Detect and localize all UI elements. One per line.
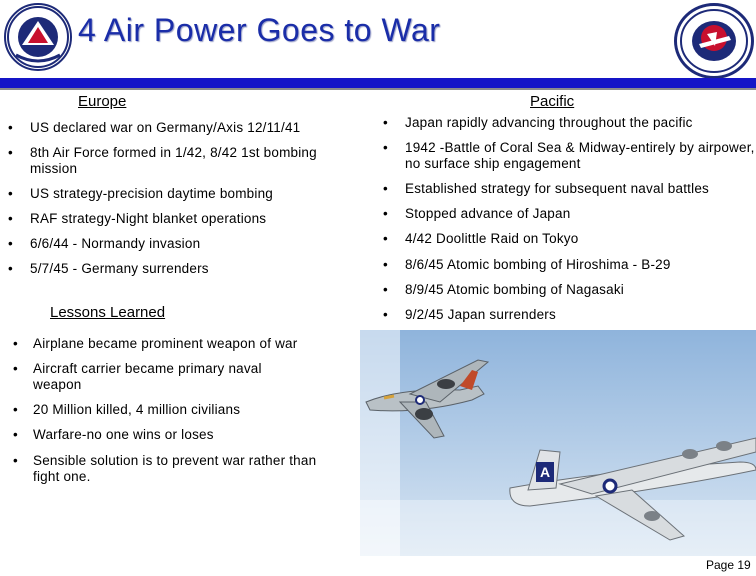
civil-air-patrol-seal-left (4, 3, 72, 71)
tail-letter: A (539, 464, 551, 480)
list-item-text: 5/7/45 - Germany surrenders (30, 261, 209, 276)
list-item-text: RAF strategy-Night blanket operations (30, 211, 267, 226)
pacific-heading: Pacific (530, 93, 575, 110)
list-item: • 5/7/45 - Germany surrenders (8, 261, 358, 277)
list-item-text: 1942 -Battle of Coral Sea & Midway-entirely by airpower, no surface ship engagement (405, 140, 755, 171)
list-item: • US strategy-precision daytime bombing (8, 186, 358, 202)
aerospace-seal-right (674, 3, 754, 79)
header-rule-shadow (0, 88, 756, 90)
list-item: • Warfare-no one wins or loses (13, 427, 353, 443)
list-item-text: Established strategy for subsequent naval battles (405, 181, 709, 196)
list-item-text: 4/42 Doolittle Raid on Tokyo (405, 231, 579, 246)
list-item: • 8th Air Force formed in 1/42, 8/42 1st bombing mission (8, 145, 358, 177)
list-item-text: 20 Million killed, 4 million civilians (33, 402, 241, 417)
page-title: 4 Air Power Goes to War (78, 12, 441, 48)
list-item: • 1942 -Battle of Coral Sea & Midway-entirely by airpower, no surface ship engagement (383, 140, 755, 171)
list-item: • 4/42 Doolittle Raid on Tokyo (383, 231, 756, 247)
list-item-text: 6/6/44 - Normandy invasion (30, 236, 201, 251)
list-item: • 8/6/45 Atomic bombing of Hiroshima - B-29 (383, 257, 756, 273)
civil-air-patrol-aerospace-seal-icon (677, 6, 751, 76)
list-item: • Japan rapidly advancing throughout the pacific (383, 115, 756, 131)
list-item-text: US declared war on Germany/Axis 12/11/41 (30, 120, 301, 135)
list-item: • Stopped advance of Japan (383, 206, 756, 222)
list-item: • Aircraft carrier became primary naval weapon (13, 361, 313, 393)
europe-heading: Europe (78, 93, 127, 110)
lessons-heading: Lessons Learned (50, 304, 166, 321)
header-rule (0, 78, 756, 88)
list-item-text: 9/2/45 Japan surrenders (405, 307, 556, 322)
list-item-text: 8/6/45 Atomic bombing of Hiroshima - B-29 (405, 257, 671, 272)
list-item: • US declared war on Germany/Axis 12/11/41 (8, 120, 358, 136)
list-item-text: Airplane became prominent weapon of war (33, 336, 298, 351)
list-item: • Sensible solution is to prevent war rather than fight one. (13, 453, 333, 485)
list-item-text: Warfare-no one wins or loses (33, 427, 214, 442)
list-item: • Established strategy for subsequent naval battles (383, 181, 756, 197)
list-item-text: US strategy-precision daytime bombing (30, 186, 274, 201)
civil-air-patrol-seal-icon (6, 5, 70, 69)
bombers-photo (360, 330, 756, 556)
list-item-text: 8/9/45 Atomic bombing of Nagasaki (405, 282, 624, 297)
page-number: Page 19 (706, 558, 751, 572)
list-item: • 6/6/44 - Normandy invasion (8, 236, 358, 252)
list-item: • Airplane became prominent weapon of war (13, 336, 353, 352)
list-item: • 8/9/45 Atomic bombing of Nagasaki (383, 282, 756, 298)
list-item: • RAF strategy-Night blanket operations (8, 211, 358, 227)
list-item-text: Aircraft carrier became primary naval weapon (33, 361, 262, 392)
list-item: • 20 Million killed, 4 million civilians (13, 402, 353, 418)
bombers-illustration (360, 330, 756, 556)
list-item-text: Stopped advance of Japan (405, 206, 571, 221)
list-item-text: Sensible solution is to prevent war rather than fight one. (33, 453, 317, 484)
list-item-text: Japan rapidly advancing throughout the pacific (405, 115, 693, 130)
list-item: • 9/2/45 Japan surrenders (383, 307, 756, 323)
list-item-text: 8th Air Force formed in 1/42, 8/42 1st bombing mission (30, 145, 317, 176)
